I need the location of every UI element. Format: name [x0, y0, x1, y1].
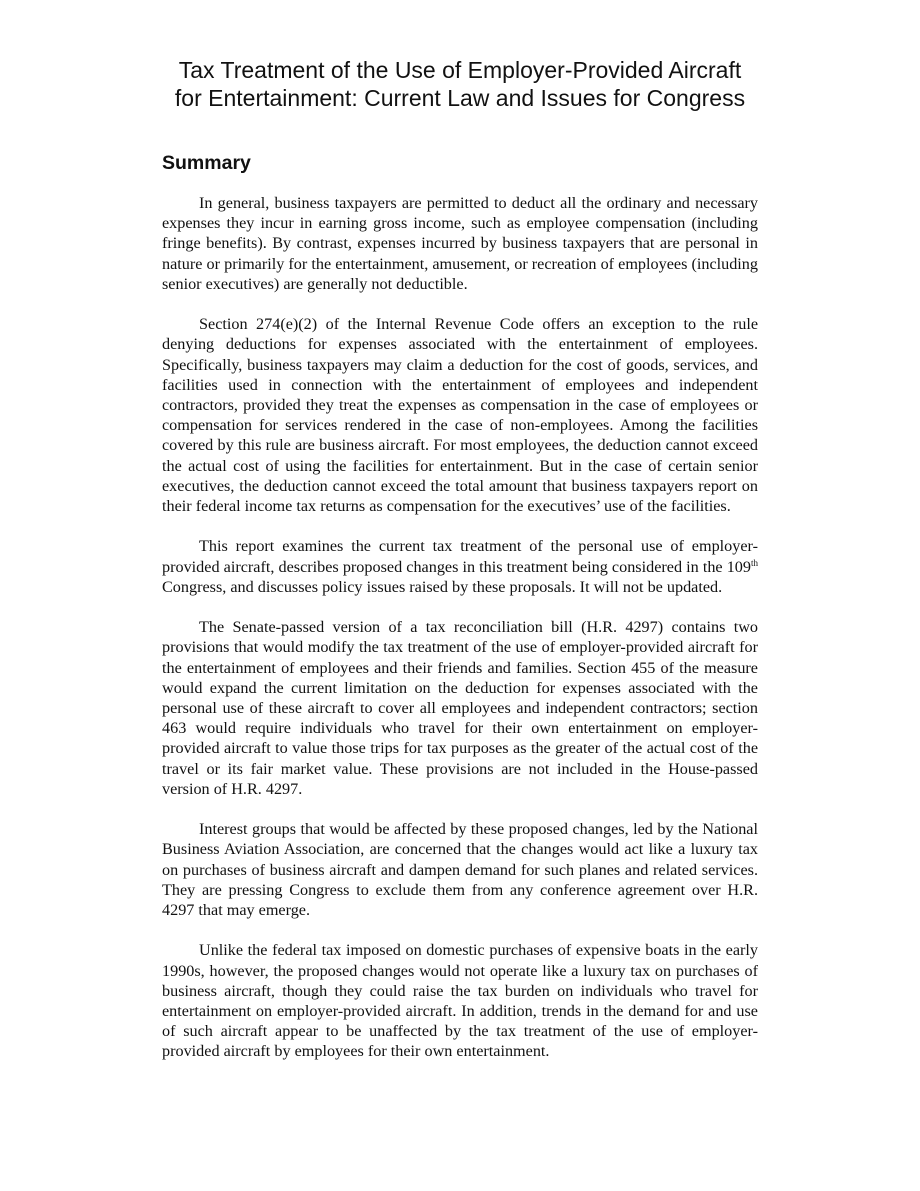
paragraph-interest-groups: Interest groups that would be affected by these proposed changes, led by the National Business Aviation Association, are concerned that the changes would act like a luxury tax on purchases of business aircraft and dampen demand for such planes and related services. They are pressing Congress to exclude them from any conference agreement over H.R. 4297 that may emerge.	[162, 820, 758, 920]
ordinal-superscript: th	[750, 557, 758, 568]
paragraph-section-274: Section 274(e)(2) of the Internal Revenue Code offers an exception to the rule denying deductions for expenses associated with the entertainment of employees. Specifically, business taxpayers may claim a deduction for the cost of goods, services, and facilities used in connection with the entertainment of employees and independent contractors, provided they treat the expenses as compensation in the case of employees or compensation for services rendered in the case of non-employees. Among the facilities covered by this rule are business aircraft. For most employees, the deduction cannot exceed the actual cost of using the facilities for entertainment. But in the case of certain senior executives, the deduction cannot exceed the total amount that business taxpayers report on their federal income tax returns as compensation for the executives’ use of the facilities.	[162, 315, 758, 516]
report-scope-text-after: Congress, and discusses policy issues raised by these proposals. It will not be updated.	[162, 577, 723, 596]
title-line-1: Tax Treatment of the Use of Employer-Provided Aircraft	[178, 57, 742, 83]
title-line-2: for Entertainment: Current Law and Issues for Congress	[174, 85, 746, 111]
summary-heading: Summary	[162, 152, 251, 174]
paragraph-senate-bill: The Senate-passed version of a tax reconciliation bill (H.R. 4297) contains two provisions that would modify the tax treatment of the use of employer-provided aircraft for the entertainment of employees and their friends and families. Section 455 of the measure would expand the current limitation on the deduction for expenses associated with the personal use of these aircraft to cover all employees and independent contractors; section 463 would require individuals who travel for their own entertainment on employer-provided aircraft to value those trips for tax purposes as the greater of the actual cost of the travel or its fair market value. These provisions are not included in the House-passed version of H.R. 4297.	[162, 618, 758, 798]
paragraph-luxury-tax-comparison: Unlike the federal tax imposed on domestic purchases of expensive boats in the early 1990s, however, the proposed changes would not operate like a luxury tax on purchases of business aircraft, though they could raise the tax burden on individuals who travel for entertainment on employer-provided aircraft. In addition, trends in the demand for and use of such aircraft appear to be unaffected by the tax treatment of the use of employer-provided aircraft by employees for their own entertainment.	[162, 941, 758, 1061]
document-page	[162, 56, 758, 1082]
paragraph-report-scope	[162, 536, 758, 597]
document-title	[162, 56, 758, 112]
paragraph-general-deductions: In general, business taxpayers are permitted to deduct all the ordinary and necessary expenses they incur in earning gross income, such as employee compensation (including fringe benefits). By contrast, expenses incurred by business taxpayers that are personal in nature or primarily for the entertainment, amusement, or recreation of employees (including senior executives) are generally not deductible.	[162, 194, 758, 293]
report-scope-text-before: This report examines the current tax treatment of the personal use of employer-provided aircraft, describes proposed changes in this treatment being considered in the 109	[162, 537, 758, 576]
